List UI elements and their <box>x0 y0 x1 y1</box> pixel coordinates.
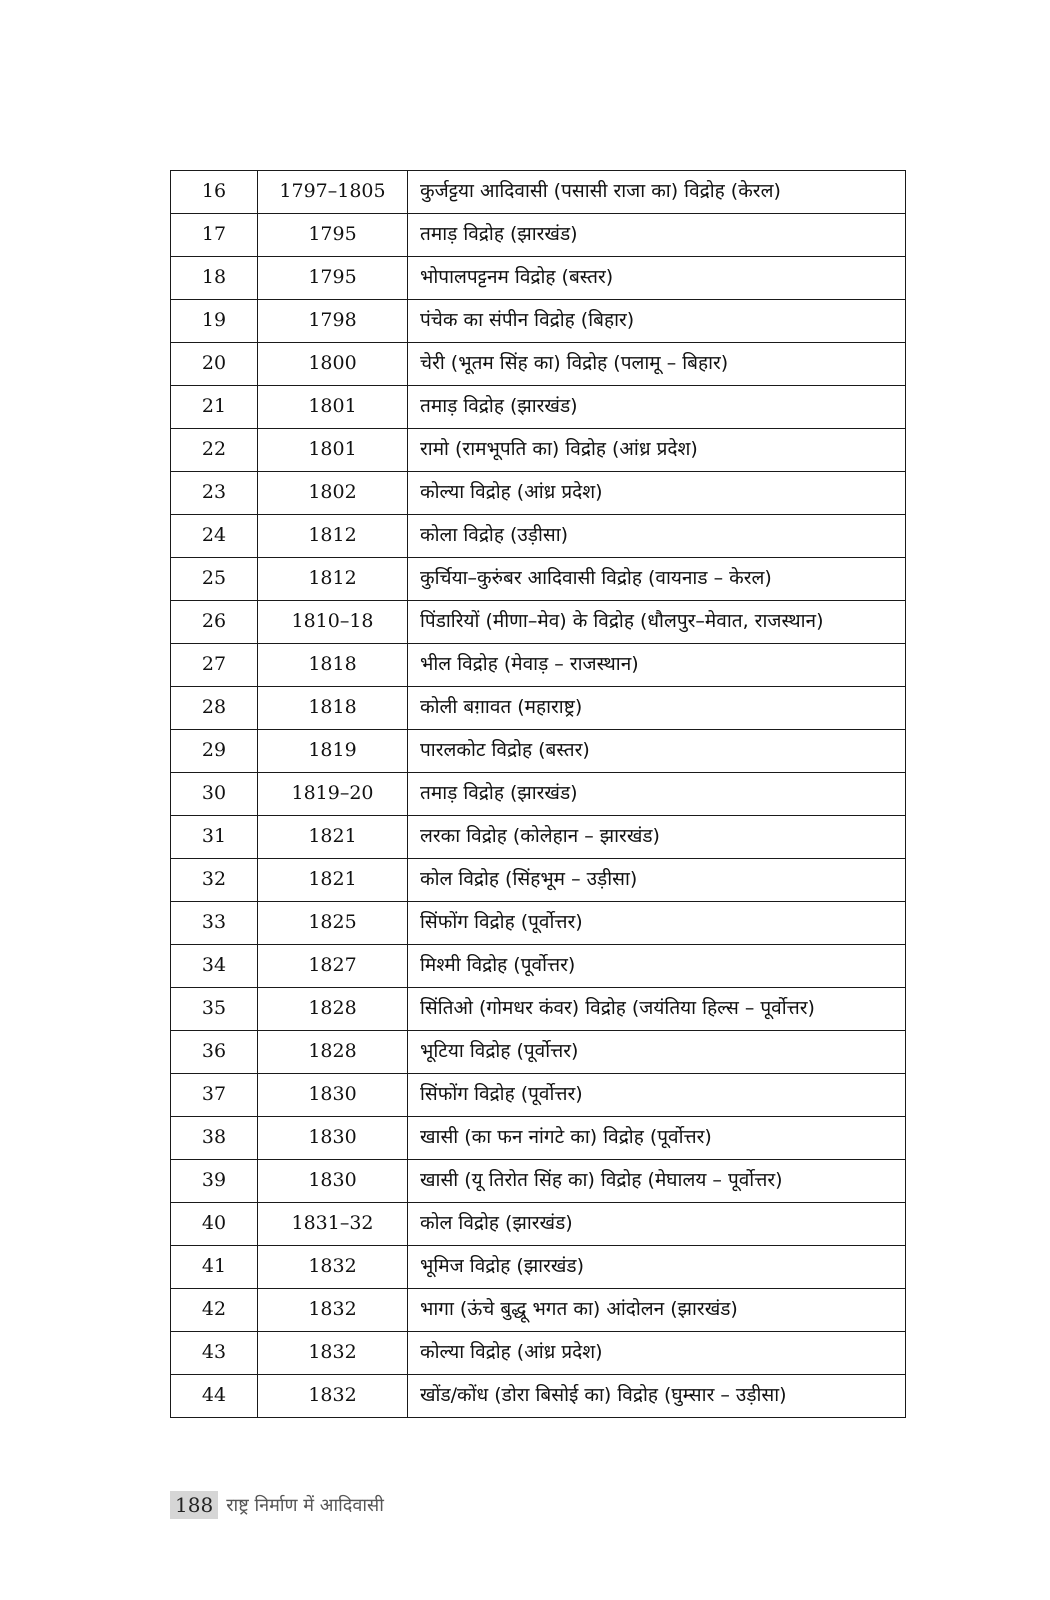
book-title: राष्ट्र निर्माण में आदिवासी <box>226 1495 384 1516</box>
table-row <box>171 1074 906 1117</box>
page-footer <box>170 1490 384 1520</box>
event-cell: चेरी (भूतम सिंह का) विद्रोह (पलामू – बिहार) <box>408 343 906 386</box>
table-row <box>171 300 906 343</box>
event-cell: कोली बग़ावत (महाराष्ट्र) <box>408 687 906 730</box>
serial-number-cell: 43 <box>171 1332 258 1375</box>
serial-number-cell: 24 <box>171 515 258 558</box>
table-row <box>171 988 906 1031</box>
table-row <box>171 1031 906 1074</box>
table-row <box>171 1289 906 1332</box>
event-cell: भील विद्रोह (मेवाड़ – राजस्थान) <box>408 644 906 687</box>
table-row <box>171 558 906 601</box>
event-cell: सिंफोंग विद्रोह (पूर्वोत्तर) <box>408 902 906 945</box>
event-cell: सिंफोंग विद्रोह (पूर्वोत्तर) <box>408 1074 906 1117</box>
year-cell: 1830 <box>258 1074 408 1117</box>
serial-number-cell: 33 <box>171 902 258 945</box>
serial-number-cell: 31 <box>171 816 258 859</box>
serial-number-cell: 18 <box>171 257 258 300</box>
event-cell: भूमिज विद्रोह (झारखंड) <box>408 1246 906 1289</box>
serial-number-cell: 25 <box>171 558 258 601</box>
event-cell: खासी (का फन नांगटे का) विद्रोह (पूर्वोत्तर) <box>408 1117 906 1160</box>
table-row <box>171 816 906 859</box>
table-row <box>171 343 906 386</box>
table-row <box>171 730 906 773</box>
serial-number-cell: 32 <box>171 859 258 902</box>
table-row <box>171 773 906 816</box>
year-cell: 1795 <box>258 214 408 257</box>
year-cell: 1812 <box>258 515 408 558</box>
year-cell: 1819–20 <box>258 773 408 816</box>
year-cell: 1798 <box>258 300 408 343</box>
year-cell: 1828 <box>258 988 408 1031</box>
year-cell: 1830 <box>258 1160 408 1203</box>
table-row <box>171 386 906 429</box>
year-cell: 1812 <box>258 558 408 601</box>
year-cell: 1832 <box>258 1375 408 1418</box>
serial-number-cell: 17 <box>171 214 258 257</box>
table-row <box>171 1375 906 1418</box>
serial-number-cell: 38 <box>171 1117 258 1160</box>
event-cell: सिंतिओ (गोमधर कंवर) विद्रोह (जयंतिया हिल्स – पूर्वोत्तर) <box>408 988 906 1031</box>
year-cell: 1795 <box>258 257 408 300</box>
table-row <box>171 214 906 257</box>
table-row <box>171 1332 906 1375</box>
year-cell: 1821 <box>258 859 408 902</box>
event-cell: तमाड़ विद्रोह (झारखंड) <box>408 386 906 429</box>
serial-number-cell: 28 <box>171 687 258 730</box>
event-cell: तमाड़ विद्रोह (झारखंड) <box>408 773 906 816</box>
table-row <box>171 859 906 902</box>
table-row <box>171 644 906 687</box>
event-cell: भोपालपट्टनम विद्रोह (बस्तर) <box>408 257 906 300</box>
serial-number-cell: 35 <box>171 988 258 1031</box>
serial-number-cell: 39 <box>171 1160 258 1203</box>
event-cell: कुर्चिया–कुरुंबर आदिवासी विद्रोह (वायनाड – केरल) <box>408 558 906 601</box>
serial-number-cell: 30 <box>171 773 258 816</box>
year-cell: 1801 <box>258 386 408 429</box>
serial-number-cell: 19 <box>171 300 258 343</box>
year-cell: 1800 <box>258 343 408 386</box>
year-cell: 1832 <box>258 1246 408 1289</box>
event-cell: मिश्मी विद्रोह (पूर्वोत्तर) <box>408 945 906 988</box>
year-cell: 1818 <box>258 644 408 687</box>
serial-number-cell: 27 <box>171 644 258 687</box>
serial-number-cell: 42 <box>171 1289 258 1332</box>
serial-number-cell: 40 <box>171 1203 258 1246</box>
event-cell: खोंड/कोंध (डोरा बिसोई का) विद्रोह (घुम्सार – उड़ीसा) <box>408 1375 906 1418</box>
serial-number-cell: 37 <box>171 1074 258 1117</box>
year-cell: 1831–32 <box>258 1203 408 1246</box>
event-cell: कोल्या विद्रोह (आंध्र प्रदेश) <box>408 1332 906 1375</box>
event-cell: तमाड़ विद्रोह (झारखंड) <box>408 214 906 257</box>
serial-number-cell: 16 <box>171 171 258 214</box>
table-row <box>171 515 906 558</box>
year-cell: 1818 <box>258 687 408 730</box>
year-cell: 1802 <box>258 472 408 515</box>
year-cell: 1821 <box>258 816 408 859</box>
table-row <box>171 601 906 644</box>
serial-number-cell: 20 <box>171 343 258 386</box>
event-cell: लरका विद्रोह (कोलेहान – झारखंड) <box>408 816 906 859</box>
table-row <box>171 1246 906 1289</box>
table-row <box>171 687 906 730</box>
table-row <box>171 171 906 214</box>
event-cell: कोला विद्रोह (उड़ीसा) <box>408 515 906 558</box>
serial-number-cell: 41 <box>171 1246 258 1289</box>
year-cell: 1832 <box>258 1332 408 1375</box>
event-cell: खासी (यू तिरोत सिंह का) विद्रोह (मेघालय – पूर्वोत्तर) <box>408 1160 906 1203</box>
year-cell: 1810–18 <box>258 601 408 644</box>
event-cell: भागा (ऊंचे बुद्धू भगत का) आंदोलन (झारखंड) <box>408 1289 906 1332</box>
table-row <box>171 902 906 945</box>
serial-number-cell: 26 <box>171 601 258 644</box>
table-row <box>171 429 906 472</box>
event-cell: रामो (रामभूपति का) विद्रोह (आंध्र प्रदेश) <box>408 429 906 472</box>
serial-number-cell: 36 <box>171 1031 258 1074</box>
year-cell: 1832 <box>258 1289 408 1332</box>
table-row <box>171 1160 906 1203</box>
event-cell: कुर्जट्टया आदिवासी (पसासी राजा का) विद्रोह (केरल) <box>408 171 906 214</box>
serial-number-cell: 23 <box>171 472 258 515</box>
event-cell: कोल विद्रोह (सिंहभूम – उड़ीसा) <box>408 859 906 902</box>
serial-number-cell: 34 <box>171 945 258 988</box>
table-row <box>171 472 906 515</box>
year-cell: 1830 <box>258 1117 408 1160</box>
table-row <box>171 1203 906 1246</box>
event-cell: पंचेक का संपीन विद्रोह (बिहार) <box>408 300 906 343</box>
year-cell: 1797–1805 <box>258 171 408 214</box>
event-cell: कोल विद्रोह (झारखंड) <box>408 1203 906 1246</box>
serial-number-cell: 21 <box>171 386 258 429</box>
event-cell: भूटिया विद्रोह (पूर्वोत्तर) <box>408 1031 906 1074</box>
year-cell: 1828 <box>258 1031 408 1074</box>
table-row <box>171 257 906 300</box>
serial-number-cell: 22 <box>171 429 258 472</box>
table-row <box>171 1117 906 1160</box>
uprisings-table <box>170 170 906 1418</box>
serial-number-cell: 29 <box>171 730 258 773</box>
serial-number-cell: 44 <box>171 1375 258 1418</box>
table-row <box>171 945 906 988</box>
year-cell: 1819 <box>258 730 408 773</box>
page-number: 188 <box>170 1491 218 1519</box>
year-cell: 1825 <box>258 902 408 945</box>
event-cell: कोल्या विद्रोह (आंध्र प्रदेश) <box>408 472 906 515</box>
event-cell: पारलकोट विद्रोह (बस्तर) <box>408 730 906 773</box>
year-cell: 1801 <box>258 429 408 472</box>
event-cell: पिंडारियों (मीणा–मेव) के विद्रोह (धौलपुर–मेवात, राजस्थान) <box>408 601 906 644</box>
year-cell: 1827 <box>258 945 408 988</box>
table-body <box>171 171 906 1418</box>
